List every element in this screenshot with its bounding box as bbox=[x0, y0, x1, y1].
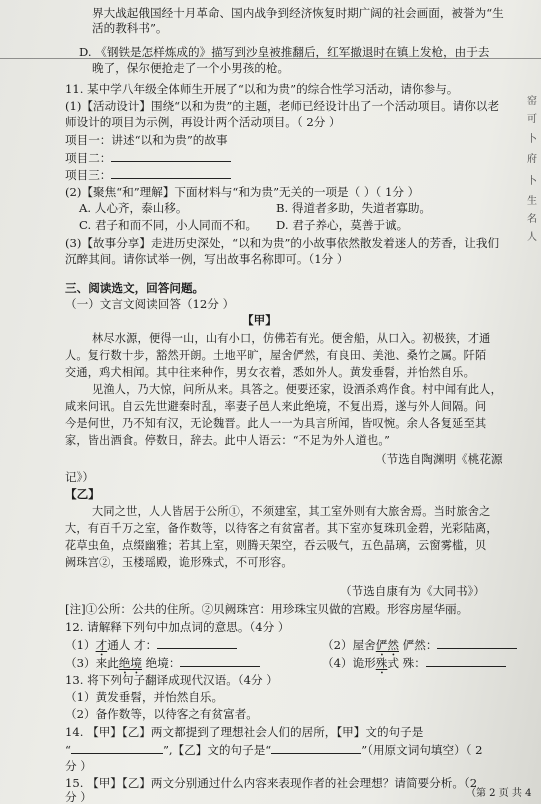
q12-stem: 12. 请解释下列句中加点词的意思。（4分 ） bbox=[65, 620, 290, 634]
q12-item2-suffix: 俨然： bbox=[398, 638, 438, 652]
q15-line1: 15. 【甲】【乙】两文分别通过什么内容来表现作者的社会理想？请简要分析。（2 bbox=[65, 776, 478, 790]
option-d-line-1: D. 《钢铁是怎样炼成的》描写到沙皇被推翻后，红军撤退时在镇上发枪，由于去 bbox=[79, 45, 490, 59]
edge-char-8: 人 bbox=[527, 232, 537, 243]
q12-item3-word: 绝境 bbox=[118, 656, 142, 670]
annotation-note: [注]①公所：公共的住所。②贝阙珠宫：用珍珠宝贝做的宫殿。形容房屋华丽。 bbox=[65, 602, 469, 616]
q12-item4-prefix: （4）诡形 bbox=[322, 656, 376, 670]
section3-subtitle: （一）文言文阅读回答（12分 ） bbox=[65, 297, 235, 311]
jia-line-6: 今是何世，乃不知有汉，无论魏晋。此人一一为具言所闻，皆叹惋。余人各复延至其 bbox=[65, 417, 487, 430]
jia-line-1: 林尽水源，便得一山，山有小口，仿佛若有光。便舍船，从口入。初极狭，才通 bbox=[92, 332, 491, 345]
q11-part3-line2: 沉醉其间。请你试举一例，写出故事名称即可。（1分 ） bbox=[65, 252, 349, 266]
q11-item2-label: 项目二： bbox=[65, 151, 112, 165]
jia-line-7: 家，皆出酒食。停数日，辞去。此中人语云：“不足为外人道也。” bbox=[65, 434, 391, 447]
q14-open-quote: “ bbox=[65, 743, 71, 757]
yi-line-1: 大同之世，人人皆居于公所①，不须建室，其工室外则有大旅舍焉。当时旅舍之 bbox=[92, 505, 491, 518]
page-number: （第 2 页 共 4 bbox=[466, 788, 532, 799]
edge-char-7: 名 bbox=[527, 214, 537, 225]
q11-option-c: C. 君子和而不同，小人同而不和。 bbox=[79, 218, 258, 232]
q11-item1: 项目一：讲述“以和为贵”的故事 bbox=[65, 133, 228, 147]
q11-option-d: D. 君子养心，莫善于诚。 bbox=[276, 218, 409, 232]
q11-item3 bbox=[65, 167, 231, 183]
q12-item4-blank[interactable] bbox=[426, 655, 506, 667]
q11-item3-blank[interactable] bbox=[111, 167, 231, 179]
q12-item1-suffix: 通人 才： bbox=[107, 638, 158, 652]
q11-part1-line2: 师设计的项目为示例，再设计两个活动项目。（ 2分 ） bbox=[65, 115, 341, 129]
passage-jia-label: 【甲】 bbox=[242, 313, 277, 327]
jia-source-line2: 记》） bbox=[65, 470, 94, 484]
q11-item2-blank[interactable] bbox=[111, 150, 231, 162]
q11-item2 bbox=[65, 150, 231, 166]
q15-line2: 分 ） bbox=[65, 790, 92, 804]
edge-char-4: 府 bbox=[527, 154, 537, 165]
option-d-line-2: 晚了，保尔便抢走了一个小男孩的枪。 bbox=[92, 61, 290, 75]
q12-item3-blank[interactable] bbox=[180, 655, 260, 667]
q11-part3-line1: (3)【故事分享】走进历史深处，“以和为贵”的小故事依然散发着迷人的芳香，让我们 bbox=[65, 236, 500, 250]
q11-stem: 11. 某中学八年级全体师生开展了“以和为贵”的综合性学习活动，请你参与。 bbox=[65, 82, 459, 96]
q12-item4 bbox=[322, 655, 506, 677]
q11-option-b: B. 得道者多助，失道者寡助。 bbox=[276, 201, 432, 215]
q12-item1-prefix: （1） bbox=[65, 638, 96, 652]
jia-line-2: 人。复行数十步，豁然开朗。土地平旷，屋舍俨然，有良田、美池、桑竹之属。阡陌 bbox=[65, 349, 487, 362]
q14-line2 bbox=[65, 742, 483, 758]
edge-char-1: 窑 bbox=[527, 96, 537, 107]
passage-yi-label: 【乙】 bbox=[65, 487, 100, 501]
yi-line-2: 大，有百千万之室，备作数等，以待客之有贫富者。其下室亦复珠玑金碧，光彩陆离， bbox=[65, 522, 498, 535]
intro-line-1: 界大战起俄国经十月革命、国内战争到经济恢复时期广阔的社会画面，被誉为“生 bbox=[92, 6, 504, 20]
q12-item3-prefix: （3）来此 bbox=[65, 656, 119, 670]
jia-source-line1: （节选自陶渊明《桃花源 bbox=[375, 452, 503, 466]
q11-part2: (2)【聚焦“和”理解】下面材料与“和为贵”无关的一项是（ ）（ 1分 ） bbox=[65, 185, 420, 199]
yi-source: （节选自康有为《大同书》） bbox=[340, 584, 485, 598]
q14-blank-yi[interactable] bbox=[271, 742, 361, 754]
q11-item3-label: 项目三： bbox=[65, 168, 112, 182]
q13-sentence1: （1）黄发垂髫，并怡然自乐。 bbox=[65, 690, 224, 704]
q12-item4-suffix: 式 殊： bbox=[387, 656, 426, 670]
q12-item2-word: 俨然 bbox=[375, 638, 399, 652]
q12-item2-prefix: （2）屋舍 bbox=[322, 638, 376, 652]
q13-sentence2: （2）备作数等，以待客之有贫富者。 bbox=[65, 707, 258, 721]
q12-item2-blank[interactable] bbox=[437, 637, 517, 649]
jia-line-5: 咸来问讯。自云先世避秦时乱，率妻子邑人来此绝境，不复出焉，遂与外人间隔。问 bbox=[65, 400, 487, 413]
edge-char-2: 可 bbox=[527, 114, 537, 125]
q13-stem: 13. 将下列句子翻译成现代汉语。（4分 ） bbox=[65, 673, 278, 687]
q12-item3-suffix: 绝境： bbox=[141, 656, 181, 670]
edge-char-5: 卜 bbox=[527, 176, 537, 187]
q12-item1-blank[interactable] bbox=[157, 637, 237, 649]
section3-title: 三、阅读选文，回答问题。 bbox=[65, 281, 205, 295]
yi-line-3: 花草虫鱼，点缀幽雅；若其上室，则腾天架空，吞云吸气，五色晶璃，云窗雾槛，贝 bbox=[65, 539, 487, 552]
edge-char-3: 卜 bbox=[527, 134, 537, 145]
jia-line-4: 见渔人，乃大惊，问所从来。具答之。便要还家，设酒杀鸡作食。村中闻有此人， bbox=[92, 383, 502, 396]
q12-item1-word: 才 bbox=[95, 638, 108, 652]
q14-blank-jia[interactable] bbox=[71, 742, 163, 754]
edge-char-6: 生 bbox=[527, 196, 537, 207]
q14-line1: 14. 【甲】【乙】两文都提到了理想社会人们的居所，【甲】文的句子是 bbox=[65, 725, 424, 739]
intro-line-2: 活的教科书”。 bbox=[92, 21, 168, 35]
jia-line-3: 交通，鸡犬相闻。其中往来种作，男女衣着，悉如外人。黄发垂髫，并怡然自乐。 bbox=[65, 366, 475, 379]
q14-tail: ”（用原文词句填空）（ 2 bbox=[361, 743, 483, 757]
q12-item4-word: 殊 bbox=[375, 656, 388, 670]
yi-line-4: 阙珠宫②，玉楼瑶殿，诡形殊式，不可形容。 bbox=[65, 556, 293, 569]
q11-option-a: A. 人心齐，泰山移。 bbox=[79, 201, 188, 215]
q14-line3: 分 ） bbox=[65, 759, 92, 773]
q11-part1-line1: (1)【活动设计】围绕“以和为贵”的主题，老师已经设计出了一个活动项目。请你以老 bbox=[65, 99, 500, 113]
q14-middle: ”,【乙】文的句子是“ bbox=[162, 743, 272, 757]
